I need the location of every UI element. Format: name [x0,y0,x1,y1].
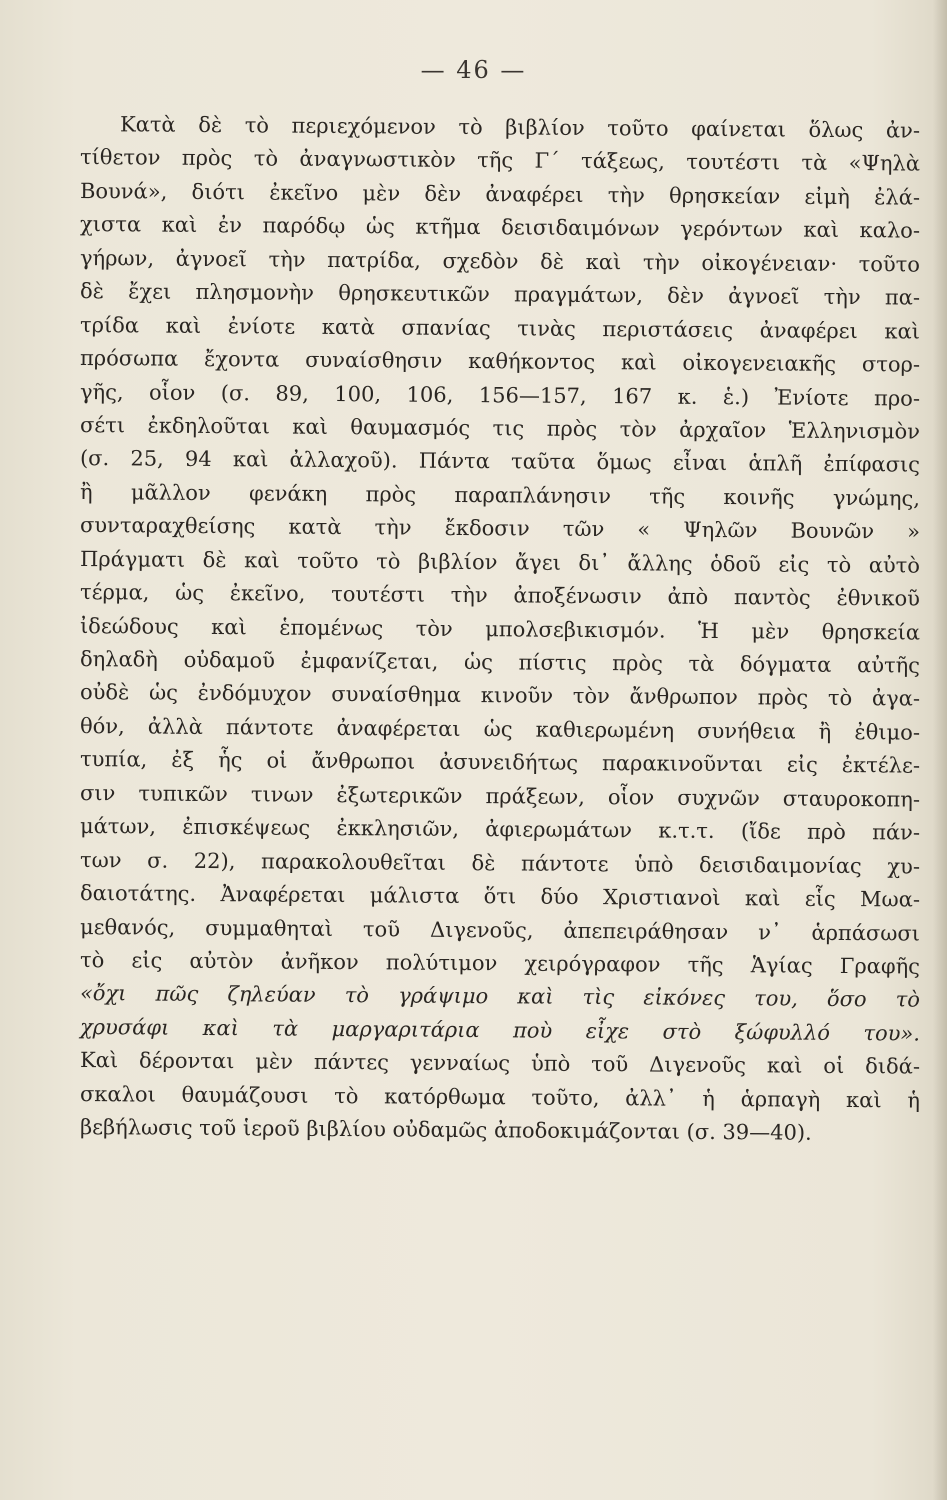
text-line: σκαλοι θαυμάζουσι τὸ κατόρθωμα τοῦτο, ἀλλ᾽ ἡ ἁρπαγὴ καὶ ἡ [79,1081,921,1113]
page-number: — 46 — [420,56,527,84]
text-line: μάτων, ἐπισκέψεως ἐκκλησιῶν, ἀφιερωμάτων κ.τ.τ. (ἴδε πρὸ πάν- [79,814,921,845]
text-line: συνταραχθείσης κατὰ τὴν ἔκδοσιν τῶν « Ψηλῶν Βουνῶν » [79,513,921,544]
text-line: σιν τυπικῶν τινων ἐξωτερικῶν πράξεων, οἷον συχνῶν σταυροκοπη- [79,780,921,812]
text-line: γήρων, ἀγνοεῖ τὴν πατρίδα, σχεδὸν δὲ καὶ τὴν οἰκογένειαν· τοῦτο [79,245,921,277]
text-line: Κατὰ δὲ τὸ περιεχόμενον τὸ βιβλίον τοῦτο φαίνεται ὅλως ἀν- [119,112,921,143]
text-line: «ὄχι πῶς ζηλεύαν τὸ γράψιμο καὶ τὶς εἰκόνες του, ὅσο τὸ [79,981,921,1012]
text-line: δαιοτάτης. Ἀναφέρεται μάλιστα ὅτι δύο Χριστιανοὶ καὶ εἷς Μωα- [79,881,921,912]
text-line: σέτι ἐκδηλοῦται καὶ θαυμασμός τις πρὸς τὸν ἀρχαῖον Ἑλληνισμὸν [79,412,921,444]
text-line: (σ. 25, 94 καὶ ἀλλαχοῦ). Πάντα ταῦτα ὅμως εἶναι ἁπλῆ ἐπίφασις [79,446,921,477]
text-line: χιστα καὶ ἐν παρόδῳ ὡς κτῆμα δεισιδαιμόνων γερόντων καὶ καλο- [79,212,921,243]
text-line: χρυσάφι καὶ τὰ μαργαριτάρια ποὺ εἶχε στὸ ξώφυλλό του». [79,1014,921,1046]
text-line: τρίδα καὶ ἐνίοτε κατὰ σπανίας τινὰς περιστάσεις ἀναφέρει καὶ [79,312,921,344]
page-edge-shadow [933,0,947,1500]
text-line: γῆς, οἷον (σ. 89, 100, 106, 156—157, 167 κ. ἑ.) Ἐνίοτε προ- [79,379,921,411]
text-line: τέρμα, ὡς ἐκεῖνο, τουτέστι τὴν ἀποξένωσιν ἀπὸ παντὸς ἐθνικοῦ [79,580,921,611]
text-line: Βουνά», διότι ἐκεῖνο μὲν δὲν ἀναφέρει τὴν θρησκείαν εἰμὴ ἐλά- [79,178,921,210]
text-line: ἰδεώδους καὶ ἑπομένως τὸν μπολσεβικισμόν. Ἡ μὲν θρησκεία [79,613,921,645]
text-line: δηλαδὴ οὐδαμοῦ ἐμφανίζεται, ὡς πίστις πρὸς τὰ δόγματα αὐτῆς [79,647,921,678]
text-line: οὐδὲ ὡς ἐνδόμυχον συναίσθημα κινοῦν τὸν ἄνθρωπον πρὸς τὸ ἀγα- [79,680,921,712]
text-line: θόν, ἀλλὰ πάντοτε ἀναφέρεται ὡς καθιερωμένη συνήθεια ἢ ἐθιμο- [79,713,921,745]
body-text [80,108,920,1145]
text-line: τυπία, ἐξ ἧς οἱ ἄνθρωποι ἀσυνειδήτως παρακινοῦνται εἰς ἐκτέλε- [79,747,921,778]
text-line: πρόσωπα ἔχοντα συναίσθησιν καθήκοντος καὶ οἰκογενειακῆς στορ- [79,346,921,377]
text-line: των σ. 22), παρακολουθεῖται δὲ πάντοτε ὑπὸ δεισιδαιμονίας χυ- [79,847,921,879]
text-line: τὸ εἰς αὐτὸν ἀνῆκον πολύτιμον χειρόγραφον τῆς Ἁγίας Γραφῆς [79,947,921,979]
text-line: τίθετον πρὸς τὸ ἀναγνωστικὸν τῆς Γ΄ τάξεως, τουτέστι τὰ «Ψηλὰ [79,145,921,177]
text-line: μεθανός, συμμαθηταὶ τοῦ Διγενοῦς, ἀπεπειράθησαν ν᾽ ἁρπάσωσι [79,914,921,946]
text-line: Πράγματι δὲ καὶ τοῦτο τὸ βιβλίον ἄγει δι᾽ ἄλλης ὁδοῦ εἰς τὸ αὐτὸ [79,546,921,578]
text-line: δὲ ἔχει πλησμονὴν θρησκευτικῶν πραγμάτων, δὲν ἀγνοεῖ τὴν πα- [79,279,921,310]
text-line: ἢ μᾶλλον φενάκη πρὸς παραπλάνησιν τῆς κοινῆς γνώμης, [79,479,921,511]
text-line: Καὶ δέρονται μὲν πάντες γενναίως ὑπὸ τοῦ Διγενοῦς καὶ οἱ διδά- [79,1048,921,1079]
text-line: βεβήλωσις τοῦ ἱεροῦ βιβλίου οὐδαμῶς ἀποδοκιμάζονται (σ. 39—40). [79,1115,812,1145]
